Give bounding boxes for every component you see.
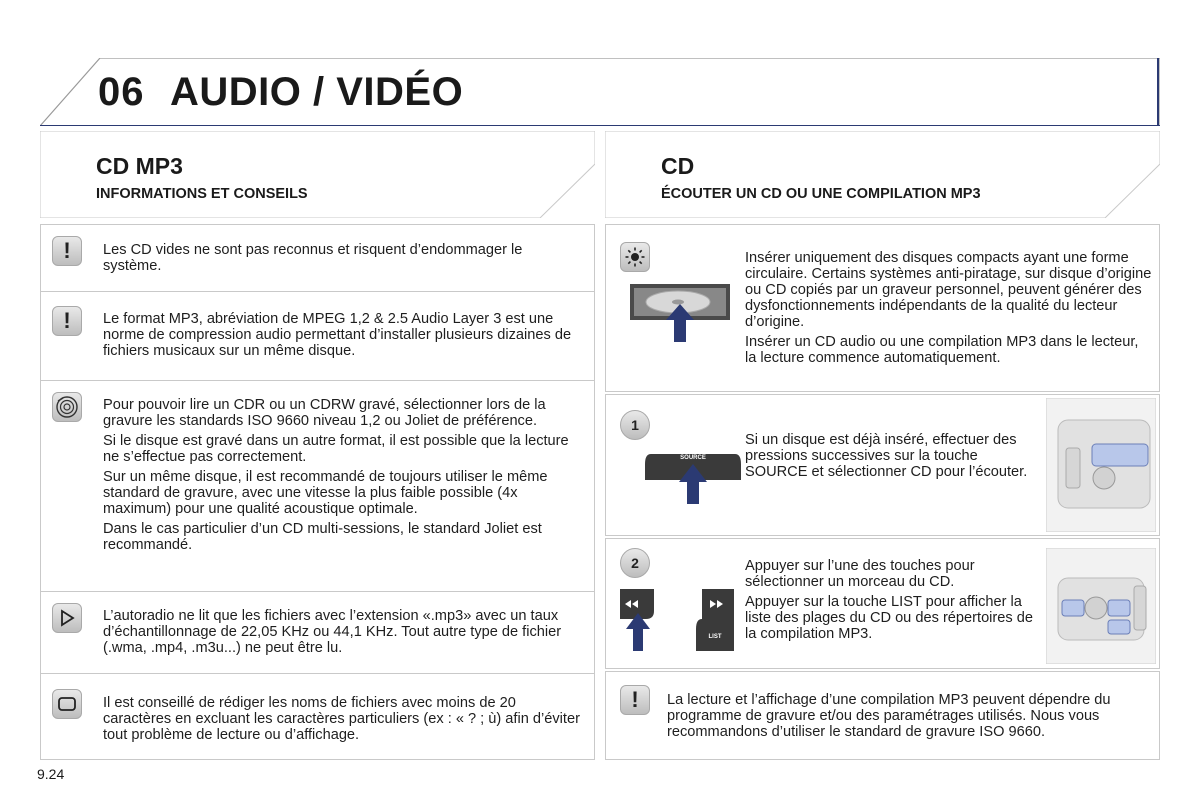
cd-insert-instructions (745, 250, 1153, 370)
note-icon (52, 689, 82, 719)
right-section-title: CD (661, 153, 695, 179)
info-text: Si le disque est gravé dans un autre format, il est possible que la lecture ne s’effectue pas correctement. (103, 433, 569, 465)
play-icon (52, 603, 82, 633)
info-text: Appuyer sur l’une des touches pour sélectionner un morceau du CD. (745, 558, 975, 590)
previous-button-illustration (618, 585, 658, 655)
step-1-text (745, 432, 1035, 484)
left-section-title: CD MP3 (96, 153, 183, 179)
source-button-label: SOURCE (680, 455, 706, 461)
step-2-text (745, 558, 1037, 646)
divider (40, 591, 595, 592)
warning-icon: ! (52, 306, 82, 336)
left-section-subtitle: INFORMATIONS ET CONSEILS (96, 186, 308, 202)
cd-slot-illustration (630, 282, 730, 344)
list-item (103, 608, 583, 660)
step-1-badge: 1 (620, 410, 650, 440)
info-text: Les CD vides ne sont pas reconnus et risquent d’endommager le système. (103, 242, 523, 274)
next-list-button-illustration (692, 585, 738, 655)
page-number: 9.24 (37, 766, 65, 782)
info-text: Le format MP3, abréviation de MPEG 1,2 & 2.5 Audio Layer 3 est une norme de compression audio permettant d’installer plusieurs dizaines de fichiers musicaux sur un même disque. (103, 311, 572, 359)
list-button-label: LIST (708, 634, 722, 640)
warning-icon: ! (620, 685, 650, 715)
right-section-subtitle: ÉCOUTER UN CD OU UNE COMPILATION MP3 (661, 186, 981, 202)
left-section-title-box (40, 131, 595, 218)
info-text: L’autoradio ne lit que les fichiers avec l’extension «.mp3» avec un taux d’échantillonnage de 22,05 KHz ou 44,1 KHz. Tout autre type de fichier (.wma, .mp4, .m3u...) ne peut être lu. (103, 608, 562, 656)
info-text: Sur un même disque, il est recommandé de toujours utiliser le même standard de gravure, avec une vitesse la plus faible possible (4x maximum) pour une qualité acoustique optimale. (103, 469, 548, 517)
chapter-number: 06 (98, 70, 145, 114)
right-section-title-box (605, 131, 1160, 218)
radio-list-illustration (1046, 548, 1156, 664)
disc-icon (52, 392, 82, 422)
info-text: Insérer uniquement des disques compacts ayant une forme circulaire. Certains systèmes anti-piratage, sur disque d’origine ou CD copiés par un graveur personnel, peuvent générer des dysfonctionnements indépendants de la qualité du lecteur d’origine. (745, 250, 1152, 330)
list-item (103, 397, 585, 557)
info-text: Insérer un CD audio ou une compilation MP3 dans le lecteur, la lecture commence automatiquement. (745, 334, 1139, 366)
radio-source-illustration (1046, 398, 1156, 532)
info-text: Il est conseillé de rédiger les noms de fichiers avec moins de 20 caractères en excluant les caractères particuliers (ex : « ? ; ù) afin d’éviter tout problème de lecture ou d’affichage. (103, 695, 580, 743)
list-item (103, 242, 583, 278)
list-item (103, 311, 583, 363)
warning-icon: ! (52, 236, 82, 266)
info-text: Pour pouvoir lire un CDR ou un CDRW gravé, sélectionner lors de la gravure les standards ISO 9660 niveau 1,2 ou Joliet de préférence. (103, 397, 546, 429)
cd-warning-text (667, 692, 1147, 744)
list-item (103, 695, 583, 747)
light-icon (620, 242, 650, 272)
chapter-title: AUDIO / VIDÉO (170, 70, 464, 114)
info-text: Si un disque est déjà inséré, effectuer des pressions successives sur la touche SOURCE et sélectionner CD pour l’écouter. (745, 432, 1028, 480)
step-2-badge: 2 (620, 548, 650, 578)
info-text: La lecture et l’affichage d’une compilation MP3 peuvent dépendre du programme de gravure et/ou des paramétrages utilisés. Nous vous recommandons d’utiliser le standard de gravure ISO 9660. (667, 692, 1111, 740)
divider (40, 380, 595, 381)
info-text: Dans le cas particulier d’un CD multi-sessions, le standard Joliet est recommandé. (103, 521, 542, 553)
divider (40, 673, 595, 674)
divider (40, 291, 595, 292)
info-text: Appuyer sur la touche LIST pour afficher la liste des plages du CD ou des répertoires de la compilation MP3. (745, 594, 1033, 642)
